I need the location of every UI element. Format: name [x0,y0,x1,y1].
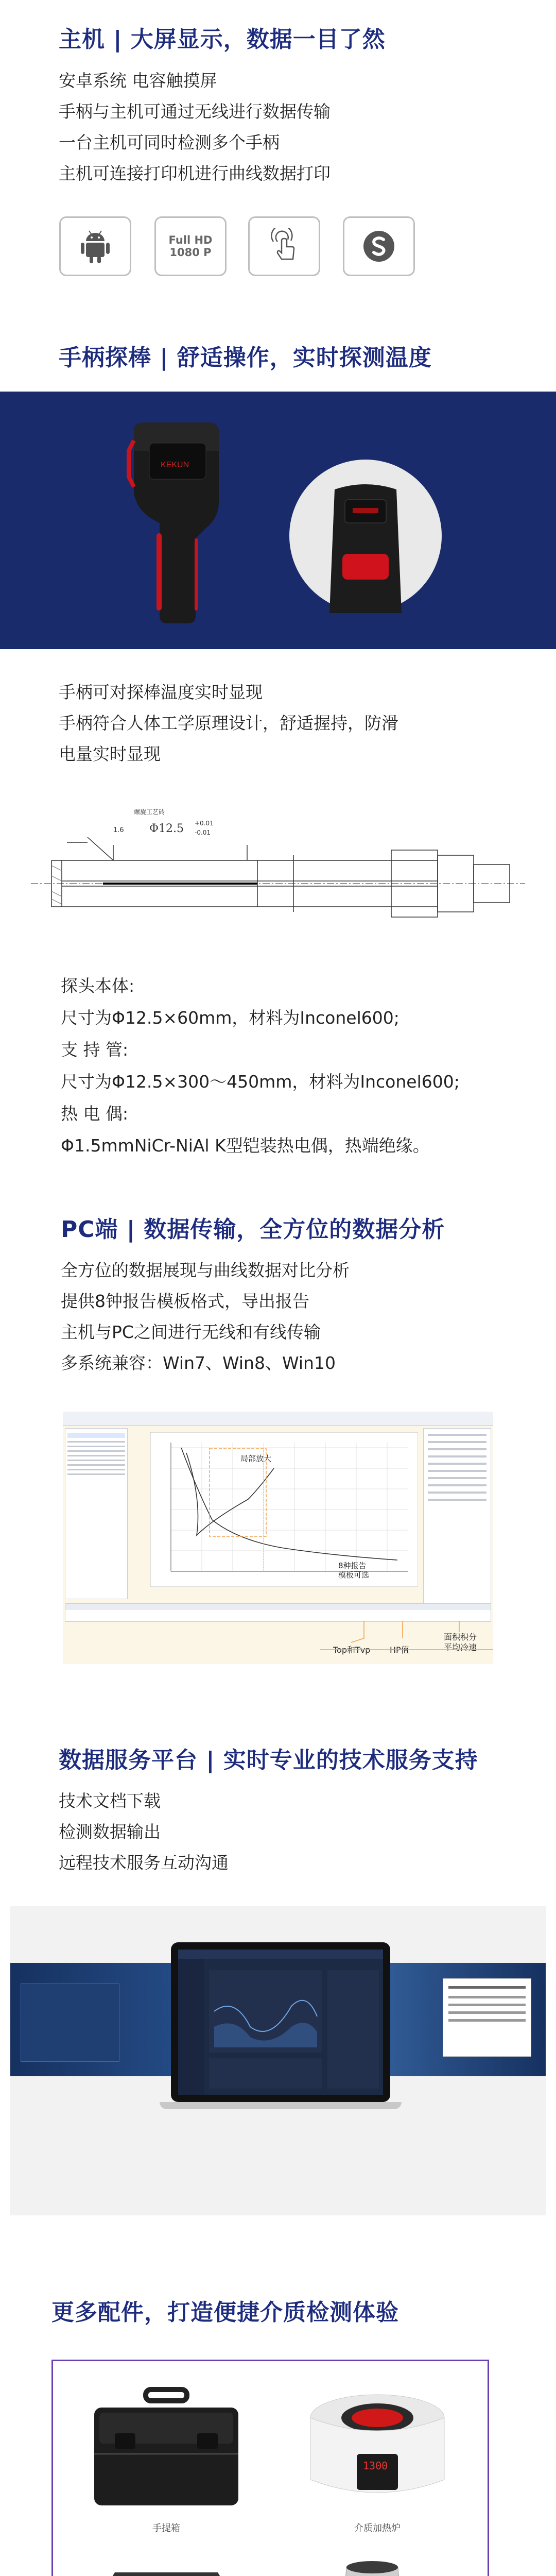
handle-line-2: 手柄符合人体工学原理设计，舒适握持，防滑 [59,713,398,733]
pc-line-4: 多系统兼容：Win7、Win8、Win10 [61,1353,336,1373]
probe-technical-drawing [31,804,525,922]
service-left-panel [21,1984,119,2062]
laptop-image [160,1942,402,2112]
host-line-4: 主机可连接打印机进行曲线数据打印 [59,163,331,183]
handle-banner [0,392,556,649]
host-line-3: 一台主机可同时检测多个手柄 [59,132,280,152]
pc-callout-lines [63,1618,493,1664]
accessory-label-heating-furnace: 介质加热炉 [354,2523,401,2534]
accessories-grid [51,2360,489,2576]
pc-software-screenshot [63,1412,493,1664]
android-icon-box [59,216,131,276]
host-line-1: 安卓系统 电容触摸屏 [59,71,217,91]
pc-tree-panel [65,1428,128,1599]
handle-closeup-image [288,459,443,613]
touch-icon-box [248,216,320,276]
handle-brand-text: KEKUN [161,461,189,469]
service-banner [10,1906,546,2215]
spec-line-2: 尺寸为Φ12.5×60mm，材料为Inconel600; [61,1008,399,1028]
spec-line-5: 热 电 偶: [61,1104,129,1124]
full-hd-line-1: Full HD [168,234,213,246]
pc-report-callout: 8种报告 模板可选 [338,1561,370,1580]
furnace-image [274,2552,480,2576]
s-logo-icon-box [343,216,415,276]
host-title: 主机 | 大屏显示，数据一目了然 [59,26,386,53]
heating-furnace-image [274,2377,480,2516]
drawing-tol-lower: -0.01 [195,829,211,836]
accessory-furnace [274,2552,480,2576]
accessory-suitcase [63,2377,269,2536]
service-title: 数据服务平台 | 实时专业的技术服务支持 [59,1747,478,1773]
full-hd-line-2: 1080 P [169,246,212,259]
service-right-panel [443,1978,531,2057]
pc-hp-callout: HP值 [390,1645,409,1655]
service-line-1: 技术文档下载 [59,1791,161,1811]
accessory-heating-furnace [274,2377,480,2536]
suitcase-image [63,2377,269,2516]
pc-toolbar [63,1412,493,1426]
service-line-3: 远程技术服务互动沟通 [59,1853,229,1873]
accessory-printer [63,2552,269,2576]
spec-line-3: 支 持 管: [61,1040,129,1060]
handle-line-3: 电量实时显现 [59,744,161,764]
printer-image [63,2552,269,2576]
pc-top-callout: Top和Tvp [333,1645,371,1655]
pc-line-2: 提供8钟报告模板格式，导出报告 [61,1291,309,1311]
drawing-roughness: 1.6 [113,826,124,834]
pc-line-3: 主机与PC之间进行无线和有线传输 [61,1322,321,1342]
handle-line-1: 手柄可对探棒温度实时显现 [59,682,263,702]
spec-line-1: 探头本体: [61,976,135,996]
laptop-dashboard-chart [178,1950,383,2095]
pc-title: PC端 | 数据传输，全方位的数据分析 [61,1216,445,1243]
host-line-2: 手柄与主机可通过无线进行数据传输 [59,101,331,122]
pc-cooling-chart [150,1432,418,1587]
heater-display-text: 1300 [363,2460,388,2472]
spec-line-6: Φ1.5mmNiCr-NiAl K型铠装热电偶，热端绝缘。 [61,1136,430,1156]
drawing-annotation: 螺旋工艺砖 [134,808,165,816]
s-logo-icon [361,228,397,264]
handle-device-image [118,420,237,626]
touch-icon [266,228,302,264]
pc-area-callout: 面积积分 平均冷速 [444,1632,477,1652]
service-line-2: 检测数据输出 [59,1822,161,1842]
pc-line-1: 全方位的数据展现与曲线数据对比分析 [61,1260,350,1280]
drawing-diameter: Φ12.5 [149,822,184,835]
full-hd-icon-box [154,216,227,276]
spec-line-4: 尺寸为Φ12.5×300～450mm，材料为Inconel600; [61,1072,460,1092]
accessories-title: 更多配件，打造便捷介质检测体验 [51,2299,399,2326]
drawing-tol-upper: +0.01 [195,820,214,827]
android-icon [79,228,112,265]
pc-zoom-callout: 局部放大 [240,1454,272,1463]
pc-right-panel [423,1428,491,1604]
accessory-label-suitcase: 手提箱 [152,2523,180,2534]
handle-title: 手柄探棒 | 舒适操作，实时探测温度 [59,345,432,371]
